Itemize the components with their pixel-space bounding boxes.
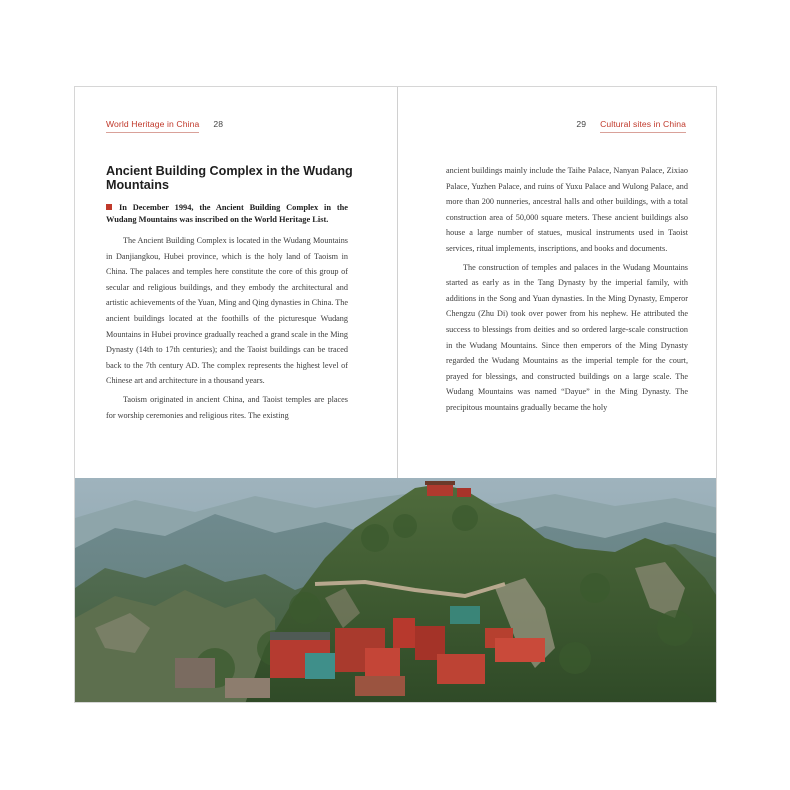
body-paragraph: Taoism originated in ancient China, and Taoist temples are places for worship ceremonies and religious rites. The existing <box>106 394 348 420</box>
wudang-mountains-photo <box>75 478 717 703</box>
body-paragraph: The construction of temples and palaces in the Wudang Mountains started as early as in the Tang Dynasty by the imperial family, with additions in the Song and Yuan dynasties. In the Ming Dynasty, Emperor Chengzu (Zhu Di) took over power from his nephew. He attributed the success to blessings from deities and so ordered large-scale construction in the Wudang Mountains. Since then emperors of the Ming Dynasty regarded the Wudang Mountains as the imperial temple for the court, prayed for blessings, and constructed buildings on a large scale. The Wudang Mountains was named “Dayue” in the Ming Dynasty. The precipitous mountains gradually became the holy <box>446 262 688 412</box>
inscription-note <box>106 202 348 226</box>
right-running-head <box>576 119 686 133</box>
inscription-text: In December 1994, the Ancient Building Complex in the Wudang Mountains was inscribed on the World Heritage List. <box>106 203 348 224</box>
left-running-head <box>106 119 223 133</box>
body-paragraph: The Ancient Building Complex is located in the Wudang Mountains in Danjiangkou, Hubei province, which is the holy land of Taoism in China. The palaces and temples here constitute the core of this group of secular and religious buildings, and they embody the architectural and artistic achievements of the Yuan, Ming and Qing dynasties in China. The ancient buildings located at the foothills of the picturesque Wudang Mountains in Hubei province gradually reached a grand scale in the Ming Dynasty (14th to 17th centuries); and the Taoist buildings can be traced back to the 7th century AD. The complex represents the highest level of Chinese art and architecture in a thousand years. <box>106 236 348 386</box>
left-running-head-title: World Heritage in China <box>106 119 199 133</box>
left-page-number: 28 <box>213 119 224 129</box>
body-paragraph: ancient buildings mainly include the Taihe Palace, Nanyan Palace, Zixiao Palace, Yuzhen Palace, and ruins of Yuxu Palace and Wulong Palace, and more than 200 nunneries, ancestral halls and other buildings, with a total construction area of 50,000 square meters. These ancient buildings also house a large number of statues, musical instruments used in Taoist services, ritual implements, inscriptions, and books and documents. <box>446 166 688 253</box>
article-heading: Ancient Building Complex in the Wudang Mountains <box>106 164 353 192</box>
right-body-text <box>446 163 688 416</box>
page-gutter <box>397 87 398 479</box>
right-page-number: 29 <box>576 119 587 129</box>
right-running-head-title: Cultural sites in China <box>600 119 686 133</box>
left-body-text <box>106 233 348 423</box>
square-bullet-icon <box>106 204 112 210</box>
book-spread <box>74 86 717 703</box>
